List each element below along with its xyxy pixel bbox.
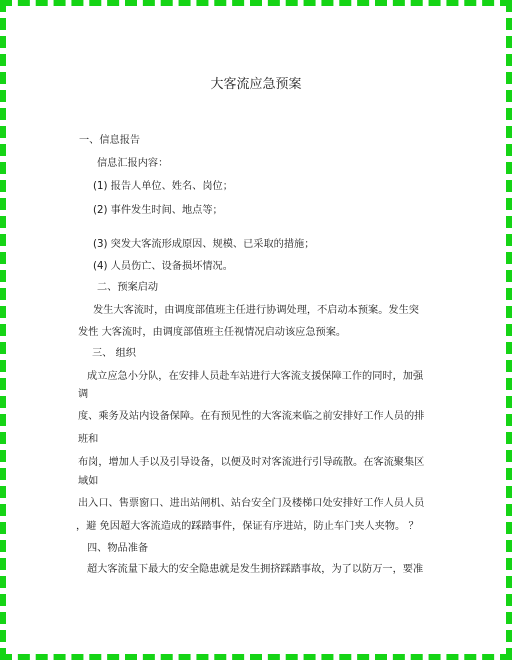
list-item: (3) 突发大客流形成原因、规模、已采取的措施；: [93, 239, 315, 250]
list-item: (2) 事件发生时间、地点等；: [93, 205, 223, 216]
list-item: (4) 人员伤亡、设备损坏情况。: [93, 261, 233, 272]
paragraph-line: 出入口、售票窗口、进出站闸机、站台安全门及楼梯口处安排好工作人员人员: [78, 498, 425, 509]
paragraph-line: 调: [78, 389, 89, 400]
paragraph-line: 信息汇报内容：: [97, 158, 169, 169]
document-title: 大客流应急预案: [210, 77, 302, 92]
paragraph-line: 度、乘务及站内设备保障。在有预见性的大客流来临之前安排好工作人员的排: [78, 411, 425, 422]
paragraph-line: 发性 大客流时，由调度部值班主任视情况启动该应急预案。: [78, 327, 347, 338]
list-item: (1) 报告人单位、姓名、岗位；: [93, 181, 233, 192]
section-heading-info-report: 一、信息报告: [79, 135, 141, 146]
paragraph-line: 布岗，增加人手以及引导设备，以便及时对客流进行引导疏散。在客流聚集区: [78, 457, 425, 468]
paragraph-line: 域如: [78, 476, 99, 487]
paragraph-line: 发生大客流时，由调度部值班主任进行协调处理，不启动本预案。发生突: [93, 305, 419, 316]
paragraph-line: ，避 免因超大客流造成的踩踏事件，保证有序进站，防止车门夹人夹物。 ？: [76, 521, 419, 532]
paragraph-line: 成立应急小分队，在安排人员赴车站进行大客流支援保障工作的同时，加强: [87, 371, 424, 382]
section-heading-plan-activation: 二、预案启动: [97, 282, 159, 293]
section-heading-supplies: 四、物品准备: [87, 543, 149, 554]
section-heading-organization: 三、 组织: [92, 348, 136, 359]
paragraph-line: 超大客流量下最大的安全隐患就是发生拥挤踩踏事故，为了以防万一，要准: [87, 564, 424, 575]
paragraph-line: 班和: [78, 434, 99, 445]
